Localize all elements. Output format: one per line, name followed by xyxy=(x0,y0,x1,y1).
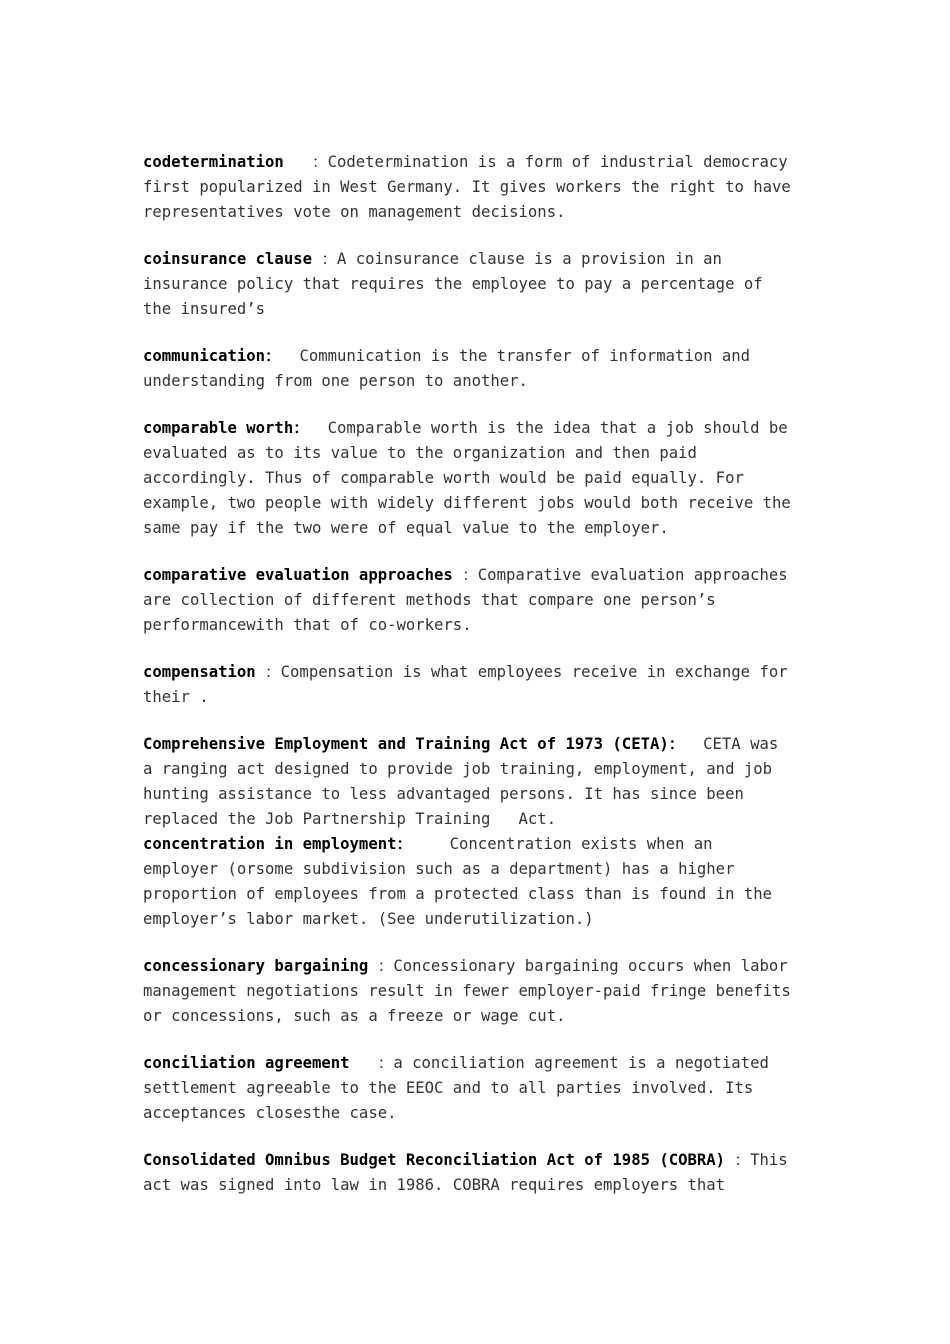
glossary-term: comparable worth： xyxy=(143,419,309,437)
term-separator: ： xyxy=(283,153,328,171)
term-separator: ： xyxy=(368,957,394,975)
glossary-entry xyxy=(143,563,797,638)
glossary-entry xyxy=(143,416,801,541)
glossary-entry xyxy=(143,1148,798,1198)
glossary-entry xyxy=(143,1051,793,1126)
glossary-definition: Concessionary bargaining occurs when labor management negotiations result in fewer employer-paid fringe benefits or concessions, such as a freeze or wage cut. xyxy=(143,957,801,1025)
glossary-term: concentration in employment： xyxy=(143,835,413,853)
glossary-definition: Concentration exists when an employer (orsome subdivision such as a department) has a higher proportion of employees from a protected class than is found in the employer’s labor market. (See underutilization.) xyxy=(143,835,782,928)
term-separator: ： xyxy=(725,1151,751,1169)
term-separator: ： xyxy=(349,1054,394,1072)
glossary-term: coinsurance clause xyxy=(143,250,312,268)
glossary-definition: Comparative evaluation approaches are collection of different methods that compare one person’s performancewith that of co-workers. xyxy=(143,566,797,634)
term-separator xyxy=(684,735,703,753)
glossary-entry xyxy=(143,832,793,932)
glossary-definition: Compensation is what employees receive in exchange for their . xyxy=(143,663,798,706)
glossary-term: Comprehensive Employment and Training Act of 1973 (CETA)： xyxy=(143,735,685,753)
glossary-term: compensation xyxy=(143,663,256,681)
glossary-term: concessionary bargaining xyxy=(143,957,369,975)
glossary-definition: CETA was a ranging act designed to provide job training, employment, and job hunting assistance to less advantaged persons. It has since been replaced the Job Partnership Training Act. xyxy=(143,735,788,828)
glossary-term: conciliation agreement xyxy=(143,1054,350,1072)
glossary-entry xyxy=(143,247,793,322)
glossary-entry xyxy=(143,150,801,225)
glossary-entry xyxy=(143,660,798,710)
glossary-term: Consolidated Omnibus Budget Reconciliation Act of 1985 (COBRA) xyxy=(143,1151,726,1169)
glossary-entry xyxy=(143,954,801,1029)
glossary-term: communication： xyxy=(143,347,281,365)
term-separator: ： xyxy=(452,566,478,584)
term-separator xyxy=(412,835,450,853)
glossary-entry xyxy=(143,732,793,832)
term-separator xyxy=(309,419,328,437)
glossary-definition: Codetermination is a form of industrial democracy first popularized in West Germany. It gives workers the right to have representatives vote on management decisions. xyxy=(143,153,801,221)
glossary-definition: This act was signed into law in 1986. COBRA requires employers that xyxy=(143,1151,798,1194)
glossary-entry xyxy=(143,344,793,394)
term-separator xyxy=(281,347,300,365)
glossary-definition: Comparable worth is the idea that a job should be evaluated as to its value to the organization and then paid accordingly. Thus of comparable worth would be paid equally. For example, two people with widely different jobs would both receive the same pay if the two were of equal value to the employer. xyxy=(143,419,801,537)
glossary-term: comparative evaluation approaches xyxy=(143,566,453,584)
term-separator: ： xyxy=(255,663,281,681)
glossary-term: codetermination xyxy=(143,153,284,171)
glossary-definition: A coinsurance clause is a provision in an insurance policy that requires the employee to pay a percentage of the insured’s xyxy=(143,250,773,318)
glossary-definition: a conciliation agreement is a negotiated settlement agreeable to the EEOC and to all parties involved. Its acceptances closesthe case. xyxy=(143,1054,779,1122)
term-separator: ： xyxy=(312,250,337,268)
glossary-definition: Communication is the transfer of information and understanding from one person to another. xyxy=(143,347,760,390)
glossary-page xyxy=(143,150,801,1220)
